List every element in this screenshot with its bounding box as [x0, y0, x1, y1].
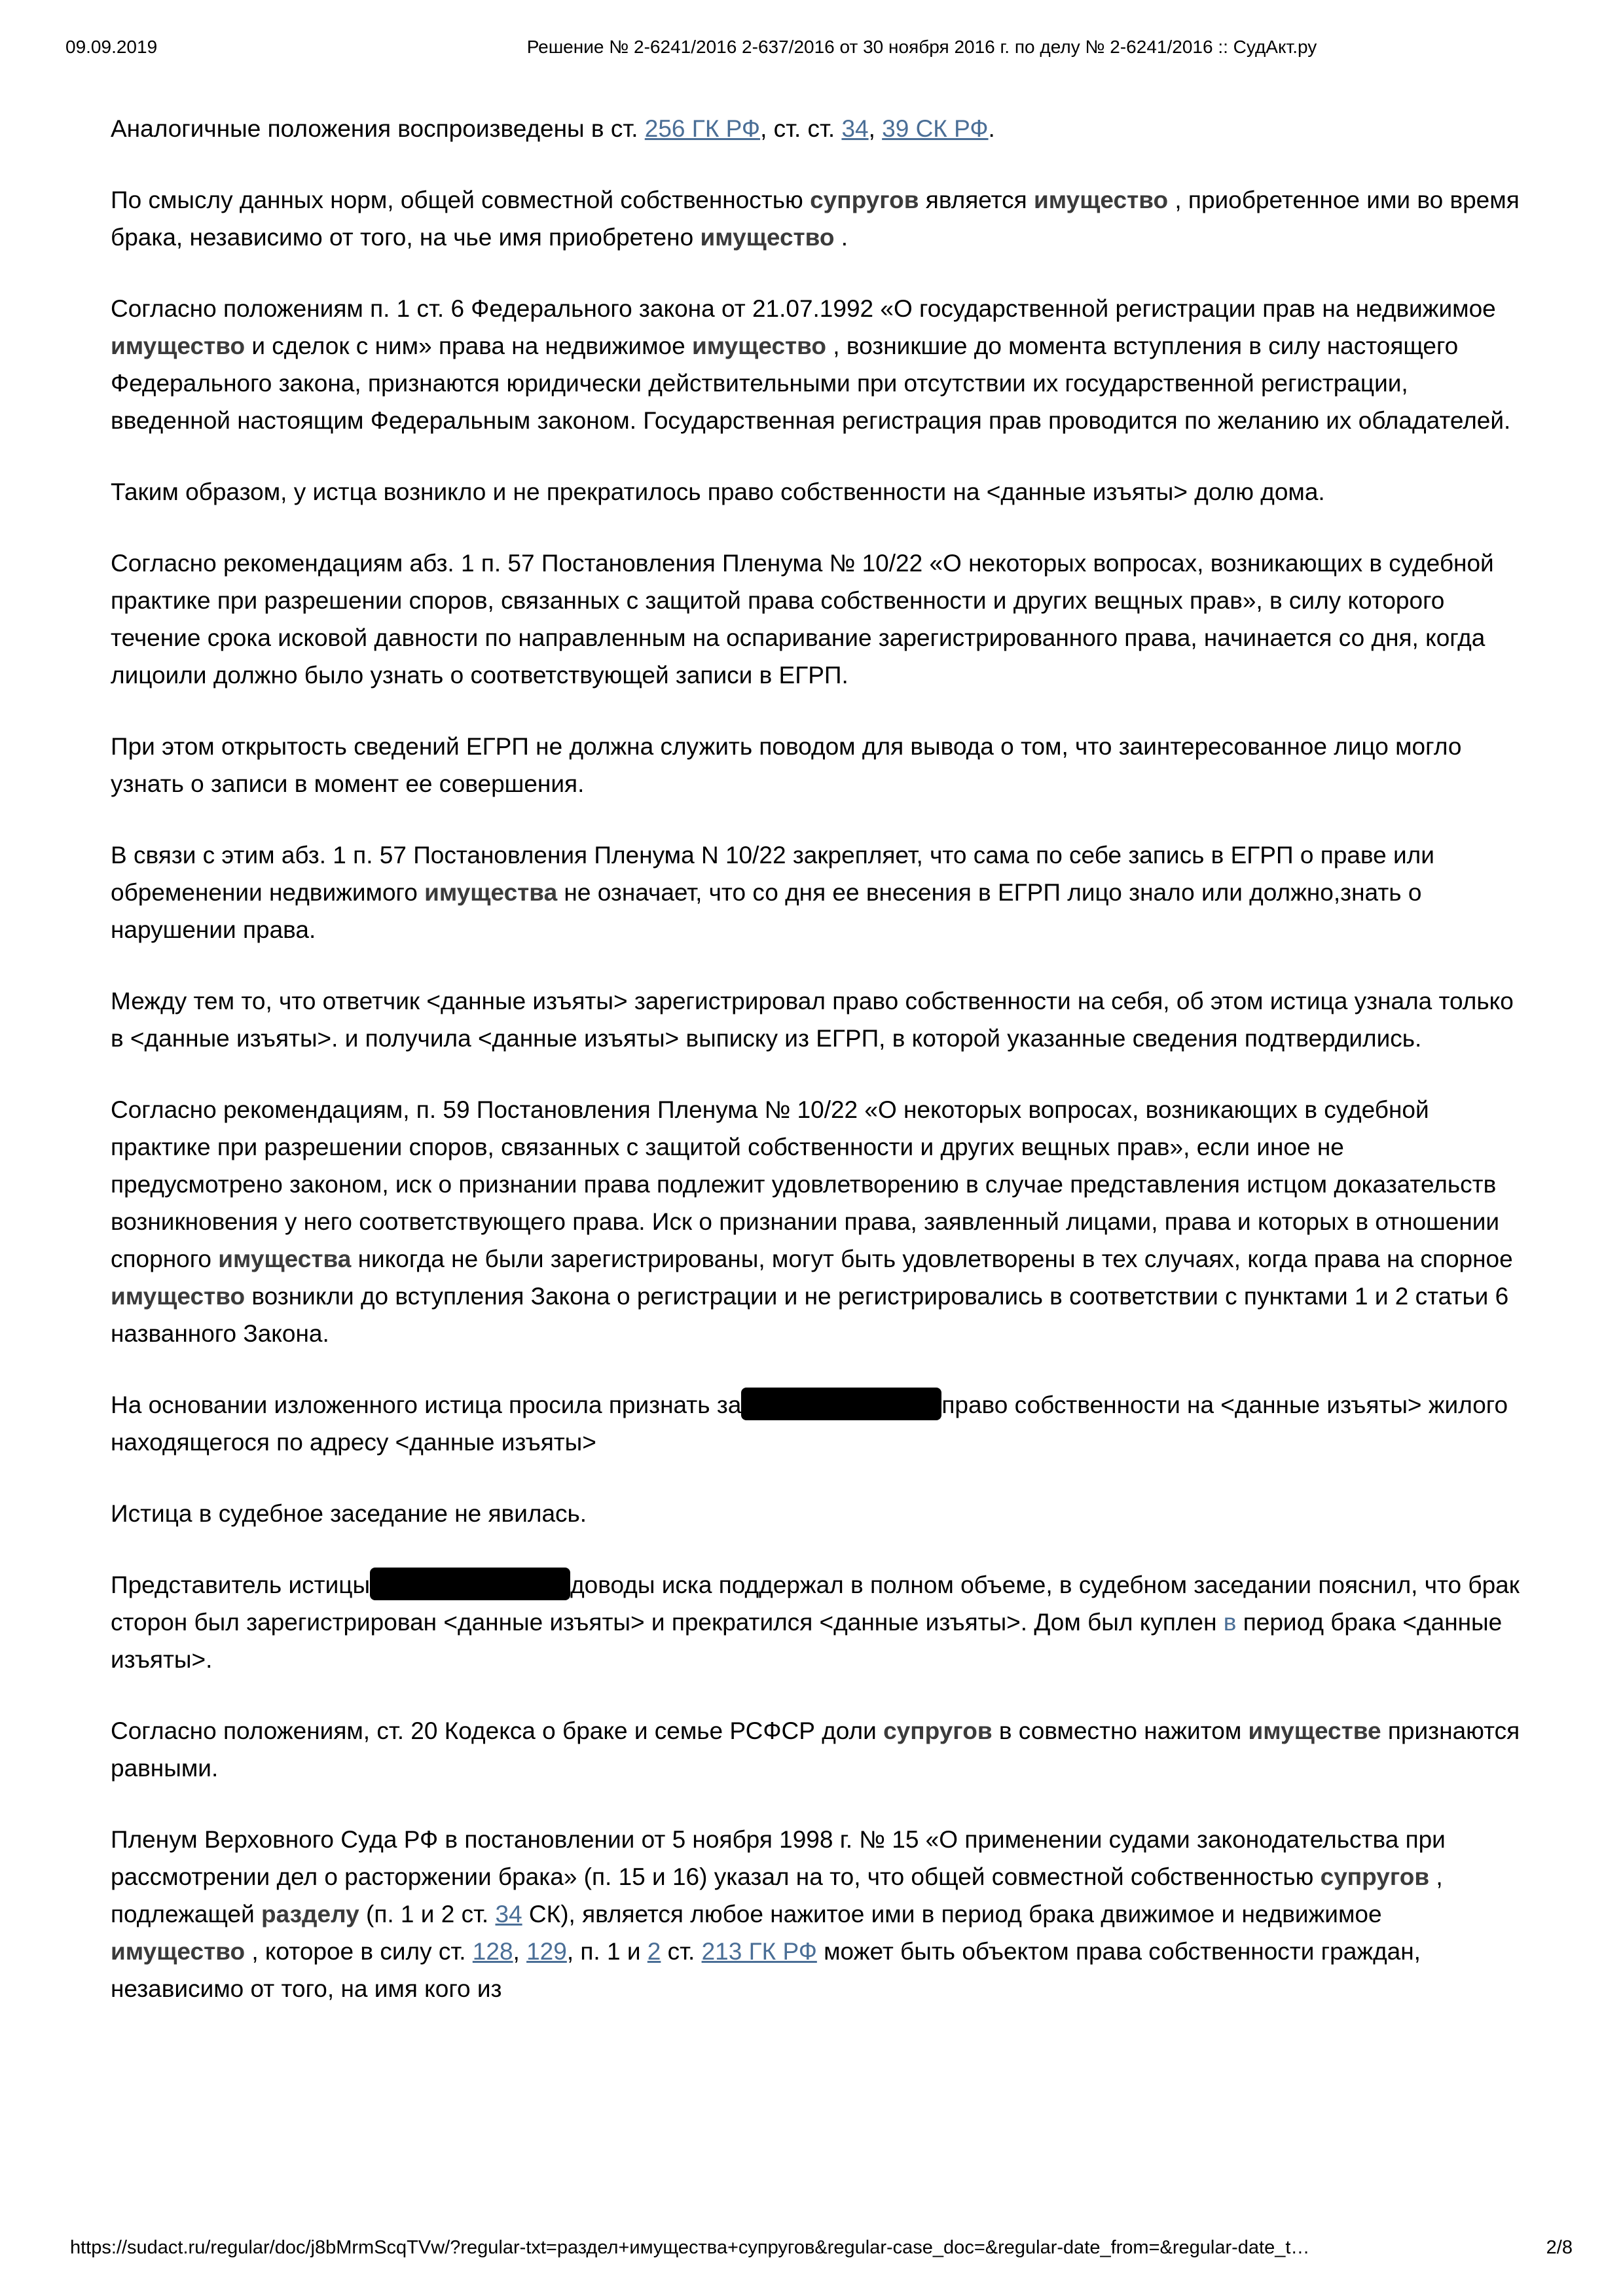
text-run: .: [988, 115, 995, 142]
text-run: Согласно положениям, ст. 20 Кодекса о браке и семье РСФСР доли: [111, 1717, 884, 1744]
paragraph: [111, 473, 1522, 511]
highlighted-term: имуществе: [1248, 1717, 1381, 1744]
text-run: Представитель истицы: [111, 1571, 371, 1598]
highlighted-term: супругов: [1320, 1863, 1430, 1890]
link-129-gk[interactable]: 129: [526, 1938, 567, 1965]
paragraph: [111, 1712, 1522, 1787]
highlighted-term: разделу: [261, 1901, 359, 1928]
highlighted-term: имущество: [1033, 187, 1169, 213]
highlighted-term: имущество: [111, 1283, 246, 1310]
text-run: На основании изложенного истица просила признать за: [111, 1391, 742, 1418]
highlighted-term: супругов: [810, 187, 919, 213]
text-run: .: [834, 224, 848, 251]
text-run: ,: [868, 115, 883, 142]
text-run: период брака <данные изъяты>.: [111, 1609, 1503, 1673]
paragraph: [111, 1495, 1522, 1532]
paragraph: [111, 290, 1522, 439]
print-header-title: Решение № 2-6241/2016 2-637/2016 от 30 ноября 2016 г. по делу № 2-6241/2016 :: СудАкт.ру: [526, 37, 1317, 57]
text-run: право собственности на <данные изъяты> жилого находящегося по адресу <данные изъяты>: [111, 1391, 1508, 1456]
highlighted-term: имущество: [111, 1938, 246, 1965]
paragraph: [111, 545, 1522, 694]
text-run: , которое в силу ст.: [245, 1938, 473, 1965]
text-run: , п. 1 и: [566, 1938, 647, 1965]
paragraph: [111, 1386, 1522, 1461]
text-run: Пленум Верховного Суда РФ в постановлении от 5 ноября 1998 г. № 15 «О применении судами законодательства при рассмотрении дел о расторжении брака» (п. 15 и 16) указал на то, что общей совместной собственностью: [111, 1826, 1446, 1890]
text-run: СК), является любое нажитое ими в период брака движимое и недвижимое: [522, 1901, 1382, 1928]
paragraph: [111, 728, 1522, 802]
highlighted-term: имущество: [111, 332, 246, 359]
text-run: признаются равными.: [111, 1717, 1520, 1782]
paragraph: [111, 1566, 1522, 1678]
text-run: , подлежащей: [111, 1863, 1443, 1928]
text-run: не означает, что со дня ее внесения в ЕГРП лицо знало или должно,знать о нарушении права.: [111, 879, 1422, 943]
paragraph: [111, 181, 1522, 256]
print-footer-page-number: 2/8: [1546, 2237, 1573, 2258]
text-run: может быть объектом права собственности граждан, независимо от того, на имя кого из: [111, 1938, 1421, 2002]
link-128-gk[interactable]: 128: [472, 1938, 513, 1965]
highlighted-term: имущества: [424, 879, 558, 906]
redaction-box: [370, 1568, 570, 1600]
link-39-sk-rf[interactable]: 39 СК РФ: [882, 115, 989, 142]
text-run: и сделок с ним» права на недвижимое: [245, 332, 692, 359]
text-run: (п. 1 и 2 ст.: [359, 1901, 496, 1928]
link-34-sk[interactable]: 34: [841, 115, 869, 142]
text-run: никогда не были зарегистрированы, могут быть удовлетворены в тех случаях, когда права на спорное: [351, 1246, 1513, 1272]
text-run: ст.: [661, 1938, 702, 1965]
link-213-gk-rf[interactable]: 213 ГК РФ: [701, 1938, 817, 1965]
link-256-gk-rf[interactable]: 256 ГК РФ: [644, 115, 761, 142]
highlighted-term: супругов: [883, 1717, 993, 1744]
link-34-sk[interactable]: 34: [495, 1901, 522, 1928]
highlighted-term: имущества: [218, 1246, 352, 1272]
text-run: Между тем то, что ответчик <данные изъяты> зарегистрировал право собственности на себя, об этом истица узнала только в <данные изъяты>. и получила <данные изъяты> выписку из ЕГРП, в которой указанные сведения подтвердились.: [111, 988, 1514, 1052]
paragraph: [111, 982, 1522, 1057]
text-run: Согласно положениям п. 1 ст. 6 Федерального закона от 21.07.1992 «О государственной регистрации прав на недвижимое: [111, 295, 1496, 322]
text-run: По смыслу данных норм, общей совместной собственностью: [111, 187, 811, 213]
highlighted-term: имущество: [691, 332, 827, 359]
text-run: возникли до вступления Закона о регистрации и не регистрировались в соответствии с пунктами 1 и 2 статьи 6 названного Закона.: [111, 1283, 1509, 1347]
text-run: Истица в судебное заседание не явилась.: [111, 1500, 587, 1527]
highlighted-term: имущество: [700, 224, 835, 251]
text-run: является: [919, 187, 1034, 213]
text-run: Согласно рекомендациям абз. 1 п. 57 Постановления Пленума № 10/22 «О некоторых вопросах, возникающих в судебной практике при разрешении споров, связанных с защитой права собственности и других вещных прав», в силу которого течение срока исковой давности по направленным на оспаривание зарегистрированного права, начинается со дня, когда лицоили должно было узнать о соответствующей записи в ЕГРП.: [111, 550, 1494, 689]
paragraph: [111, 1821, 1522, 2007]
highlighted-word-blue: в: [1223, 1609, 1237, 1636]
text-run: доводы иска поддержал в полном объеме, в судебном заседании пояснил, что брак сторон был зарегистрирован <данные изъяты> и прекратился <данные изъяты>. Дом был куплен: [111, 1571, 1520, 1636]
text-run: , приобретенное ими во время брака, независимо от того, на чье имя приобретено: [111, 187, 1520, 251]
text-run: Таким образом, у истца возникло и не прекратилось право собственности на <данные изъяты> долю дома.: [111, 478, 1325, 505]
text-run: ,: [513, 1938, 527, 1965]
paragraph: [111, 836, 1522, 948]
text-run: , ст. ст.: [760, 115, 842, 142]
paragraph: [111, 1091, 1522, 1352]
redaction-box: [741, 1388, 941, 1420]
text-run: в совместно нажитом: [992, 1717, 1249, 1744]
text-run: При этом открытость сведений ЕГРП не должна служить поводом для вывода о том, что заинтересованное лицо могло узнать о записи в момент ее совершения.: [111, 733, 1462, 797]
text-run: , возникшие до момента вступления в силу настоящего Федерального закона, признаются юридически действительными при отсутствии их государственной регистрации, введенной настоящим Федеральным законом. Государственная регистрация прав проводится по желанию их обладателей.: [111, 332, 1511, 434]
text-run: Согласно рекомендациям, п. 59 Постановления Пленума № 10/22 «О некоторых вопросах, возникающих в судебной практике при разрешении споров, связанных с защитой собственности и других вещных прав», если иное не предусмотрено законом, иск о признании права подлежит удовлетворению в случае представления истцом доказательств возникновения у него соответствующего права. Иск о признании права, заявленный лицами, права и которых в отношении спорного: [111, 1096, 1500, 1272]
paragraph: [111, 110, 1522, 147]
text-run: Аналогичные положения воспроизведены в ст.: [111, 115, 645, 142]
text-run: В связи с этим абз. 1 п. 57 Постановления Пленума N 10/22 закрепляет, что сама по себе запись в ЕГРП о праве или обременении недвижимого: [111, 842, 1434, 906]
link-2-gk[interactable]: 2: [647, 1938, 661, 1965]
print-footer-url: https://sudact.ru/regular/doc/j8bMrmScqTVw/?regular-txt=раздел+имущества+супругов&regular-case_doc=&regular-date_from=&regular-date_t…: [70, 2237, 1310, 2258]
print-header-date: 09.09.2019: [65, 37, 158, 57]
document-body: [111, 110, 1522, 2041]
